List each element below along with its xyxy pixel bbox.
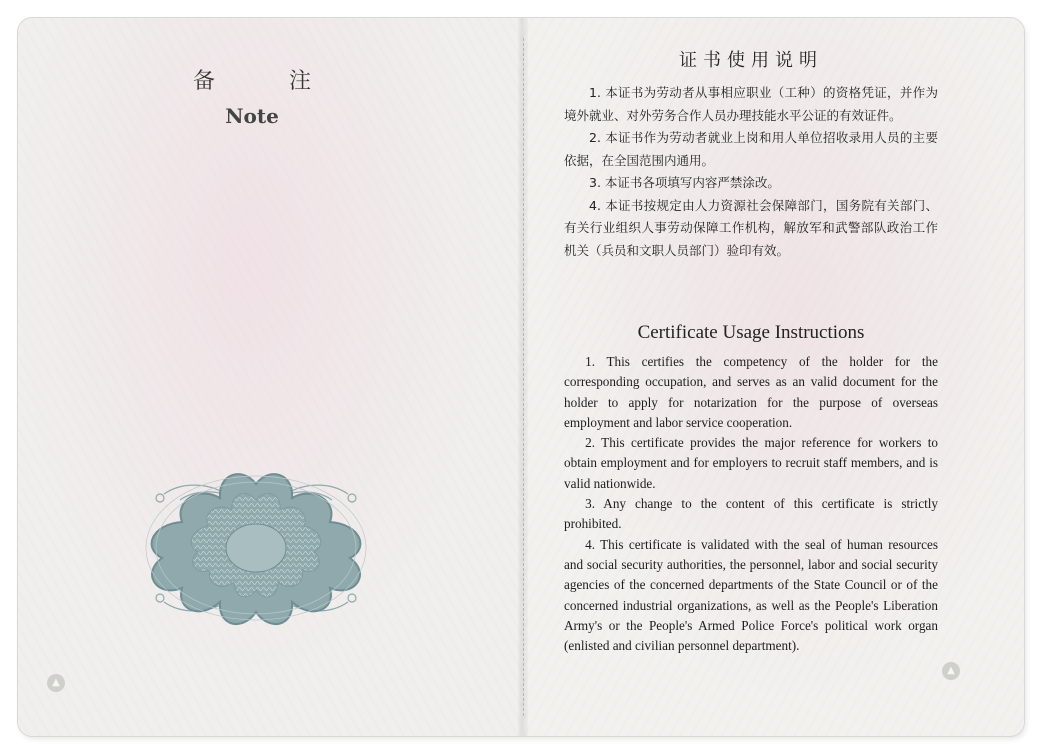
instruction-paragraph-cn-3: 3. 本证书各项填写内容严禁涂改。 — [589, 175, 780, 190]
corner-mark-icon: ▲ — [942, 662, 960, 680]
english-instructions — [564, 322, 938, 656]
instruction-paragraph-en-4: 4. This certificate is validated with the seal of human resources and social security authorities, the personnel, labor and social security agencies of the concerned departments of the State Council or of the concerned industrial organizations, as well as the People's Liberation Army's or the People's Armed Police Force's political work organ (enlisted and civilian personnel department). — [564, 536, 938, 654]
instruction-paragraph-cn-2: 2. 本证书作为劳动者就业上岗和用人单位招收录用人员的主要依据，在全国范围内通用。 — [564, 130, 938, 168]
instructions-title-chinese: 证书使用说明 — [679, 50, 823, 71]
note-title-english: Note — [225, 104, 279, 128]
instruction-paragraph-cn-4: 4. 本证书按规定由人力资源社会保障部门，国务院有关部门、有关行业组织人事劳动保障工作机构，解放军和武警部队政治工作机关（兵员和文职人员部门）验印有效。 — [564, 197, 938, 258]
instruction-paragraph-en-1: 1. This certifies the competency of the holder for the corresponding occupation, and serves as an valid document for the holder to apply for notarization for the purpose of overseas employment and labor service cooperation. — [564, 354, 938, 430]
chinese-instructions — [564, 46, 938, 262]
instruction-paragraph-en-3: 3. Any change to the content of this certificate is strictly prohibited. — [564, 496, 938, 532]
corner-mark-icon: ▲ — [47, 674, 65, 692]
instructions-title-english: Certificate Usage Instructions — [637, 322, 865, 343]
security-emblem-icon — [124, 460, 388, 636]
instruction-paragraph-cn-1: 1. 本证书为劳动者从事相应职业（工种）的资格凭证，并作为境外就业、对外劳务合作人员办理技能水平公证的有效证件。 — [564, 85, 938, 123]
instruction-paragraph-en-2: 2. This certificate provides the major reference for workers to obtain employment and for employers to recruit staff members, and is valid nationwide. — [564, 435, 938, 491]
binding-stitch — [523, 38, 524, 716]
note-title-chinese: 备注 — [192, 69, 385, 94]
